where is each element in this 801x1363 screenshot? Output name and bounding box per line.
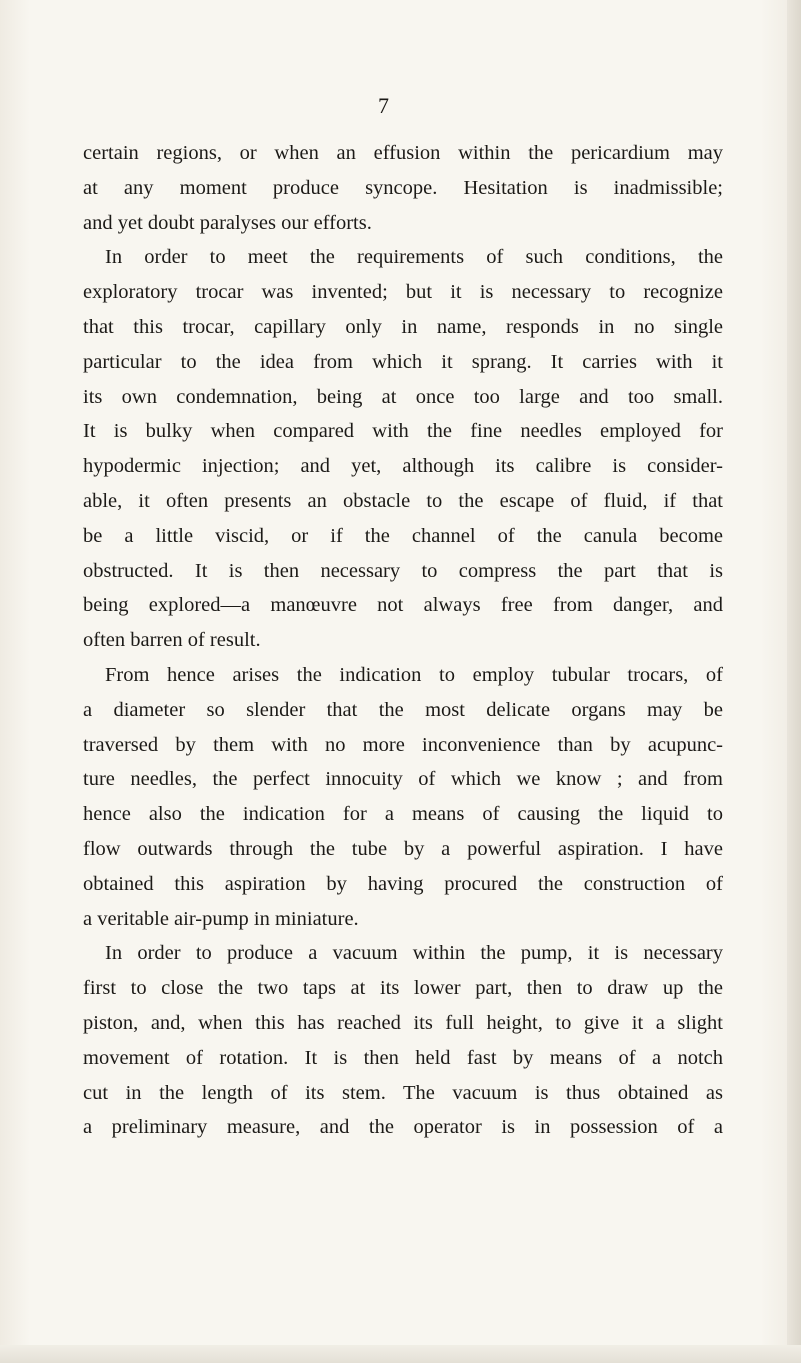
text-line: exploratory trocar was invented; but it is necessary to recognize <box>83 281 723 304</box>
page-number: 7 <box>378 93 389 118</box>
text-line: movement of rotation. It is then held fast by means of a notch <box>83 1046 723 1069</box>
text-line: From hence arises the indication to employ tubular trocars, of <box>105 663 723 686</box>
text-line: being explored—a manœuvre not always free from danger, and <box>83 594 723 617</box>
text-line: hence also the indication for a means of causing the liquid to <box>83 803 723 826</box>
text-line: ture needles, the perfect innocuity of which we know ; and from <box>83 768 723 791</box>
text-line: able, it often presents an obstacle to the escape of fluid, if that <box>83 489 723 512</box>
text-line: and yet doubt paralyses our efforts. <box>83 211 372 234</box>
text-line: a diameter so slender that the most delicate organs may be <box>83 698 723 721</box>
text-line: that this trocar, capillary only in name, responds in no single <box>83 315 723 338</box>
text-line: at any moment produce syncope. Hesitation is inadmissible; <box>83 176 723 199</box>
text-line: traversed by them with no more inconvenience than by acupunc- <box>83 733 723 756</box>
text-line: a preliminary measure, and the operator is in possession of a <box>83 1116 723 1139</box>
text-line: flow outwards through the tube by a powerful aspiration. I have <box>83 837 723 860</box>
text-line: its own condemnation, being at once too large and too small. <box>83 385 723 408</box>
text-line: In order to produce a vacuum within the pump, it is necessary <box>105 942 723 965</box>
text-line: be a little viscid, or if the channel of the canula become <box>83 524 723 547</box>
text-line: cut in the length of its stem. The vacuum is thus obtained as <box>83 1081 723 1104</box>
text-line: a veritable air-pump in miniature. <box>83 907 359 930</box>
text-line: In order to meet the requirements of such conditions, the <box>105 246 723 269</box>
text-line: It is bulky when compared with the fine needles employed for <box>83 420 723 443</box>
page-bottom-edge <box>0 1345 801 1363</box>
text-line: obtained this aspiration by having procured the construction of <box>83 872 723 895</box>
text-line: piston, and, when this has reached its full height, to give it a slight <box>83 1011 723 1034</box>
text-line: first to close the two taps at its lower part, then to draw up the <box>83 977 723 1000</box>
text-line: certain regions, or when an effusion within the pericardium may <box>83 142 723 164</box>
page-edge-shadow <box>787 0 801 1363</box>
text-line: hypodermic injection; and yet, although its calibre is consider- <box>83 455 723 478</box>
text-line: particular to the idea from which it sprang. It carries with it <box>83 350 723 373</box>
body-text <box>83 136 723 1145</box>
text-line: obstructed. It is then necessary to compress the part that is <box>83 559 723 582</box>
text-line: often barren of result. <box>83 629 261 652</box>
